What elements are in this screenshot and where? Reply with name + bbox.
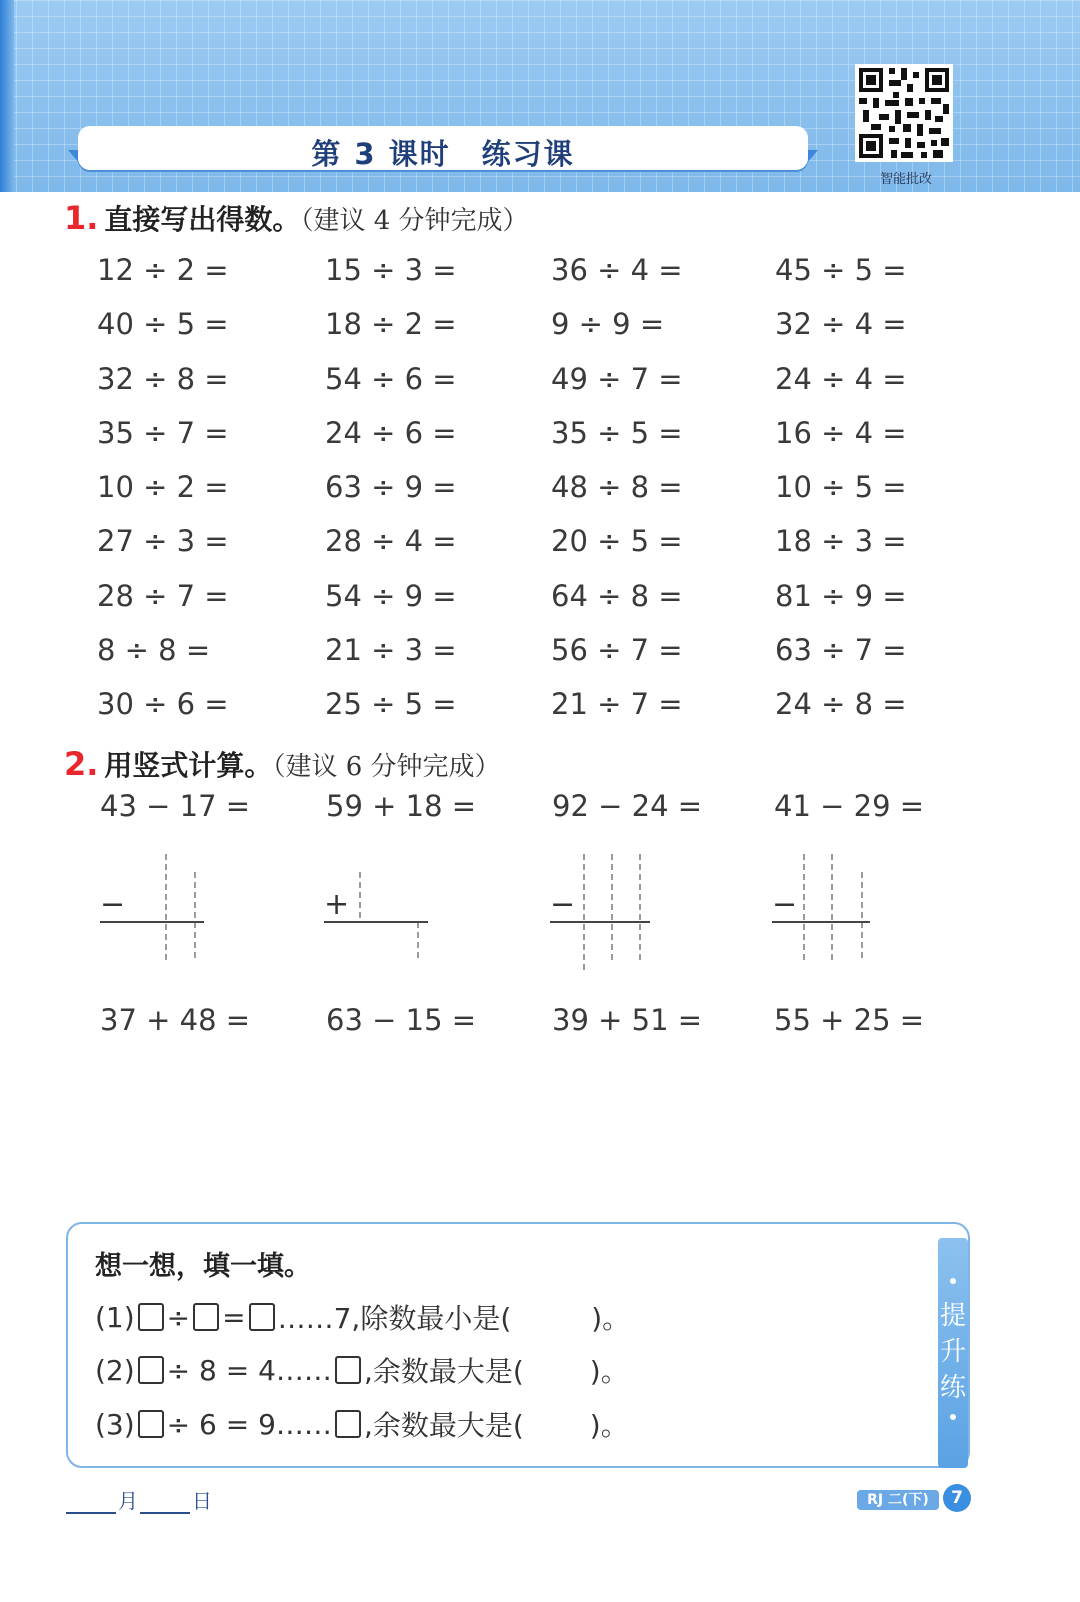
vertical-problem: 55 + 25 = (774, 1003, 925, 1037)
operator: ÷ (166, 1300, 191, 1334)
extension-side-label: 提升练 (939, 1301, 966, 1403)
extension-side-tab (938, 1238, 968, 1468)
header-edge (0, 0, 14, 192)
equation: 16 ÷ 4 = (775, 415, 907, 450)
extension-question-2 (95, 1350, 629, 1390)
question-prefix: (1) (95, 1300, 135, 1334)
question-prefix: (2) (95, 1353, 135, 1387)
equation: 27 ÷ 3 = (97, 524, 229, 559)
vertical-frame[interactable] (322, 852, 452, 972)
extension-question-1 (95, 1297, 630, 1337)
date-field (64, 1485, 212, 1514)
question-text: ,余数最大是( (363, 1355, 524, 1388)
equation: 24 ÷ 4 = (775, 361, 907, 396)
vertical-frame[interactable] (770, 852, 900, 972)
equation: 35 ÷ 5 = (551, 415, 683, 450)
vertical-problem: 63 − 15 = (326, 1003, 477, 1037)
section2-title: 用竖式计算。 (104, 749, 273, 782)
vertical-problem: 92 − 24 = (552, 789, 703, 823)
equation: 20 ÷ 5 = (551, 524, 683, 559)
equation: 54 ÷ 6 = (325, 361, 457, 396)
vertical-frame-lines (548, 852, 678, 972)
answer-box[interactable] (138, 1303, 164, 1331)
answer-box[interactable] (138, 1410, 164, 1438)
section2-number: 2. (64, 745, 99, 783)
operator-sign: − (550, 887, 576, 922)
page-number: 7 (943, 1484, 971, 1512)
lesson-title: 第 3 课时 练习课 (311, 137, 575, 171)
section1-heading (64, 198, 529, 238)
equation: 25 ÷ 5 = (325, 687, 457, 722)
equation: 24 ÷ 8 = (775, 687, 907, 722)
equation: 36 ÷ 4 = (551, 253, 683, 287)
answer-box[interactable] (335, 1410, 361, 1438)
operator-sign: − (100, 887, 126, 922)
section2-row2 (100, 1000, 1000, 1040)
vertical-frame[interactable] (548, 852, 678, 972)
lesson-title-bar (78, 126, 808, 170)
question-text: ……7,除数最小是( (277, 1302, 512, 1335)
vertical-frame-lines (322, 852, 452, 972)
operator: = (222, 1300, 246, 1334)
equation: 32 ÷ 4 = (775, 307, 907, 342)
question-end: )。 (591, 1302, 631, 1335)
equation: 8 ÷ 8 = (97, 633, 211, 668)
vertical-problem: 41 − 29 = (774, 789, 925, 823)
qr-code[interactable] (855, 64, 953, 162)
equation: 28 ÷ 7 = (97, 578, 229, 613)
equation: 64 ÷ 8 = (551, 578, 683, 613)
section2-row1 (100, 786, 1000, 826)
month-blank[interactable] (66, 1492, 116, 1514)
section1-title: 直接写出得数。 (104, 203, 301, 236)
operator-sign: + (324, 887, 350, 922)
section2-heading (64, 744, 501, 784)
month-label: 月 (118, 1489, 138, 1513)
question-text: ,余数最大是( (363, 1409, 524, 1442)
qr-label: 智能批改 (879, 172, 932, 187)
day-label: 日 (192, 1489, 212, 1513)
equation: 24 ÷ 6 = (325, 415, 457, 450)
answer-box[interactable] (193, 1303, 219, 1331)
equation: 18 ÷ 3 = (775, 524, 907, 559)
answer-box[interactable] (335, 1356, 361, 1384)
section1-equation-grid (97, 250, 997, 739)
vertical-frame[interactable] (98, 852, 228, 972)
operator-sign: − (772, 887, 798, 922)
equation: 49 ÷ 7 = (551, 361, 683, 396)
equation: 21 ÷ 3 = (325, 633, 457, 668)
dot-icon (950, 1278, 956, 1284)
vertical-problem: 43 − 17 = (100, 789, 251, 823)
equation: 40 ÷ 5 = (97, 307, 229, 342)
vertical-frame-lines (770, 852, 900, 972)
equation: 12 ÷ 2 = (97, 253, 229, 287)
equation: 63 ÷ 9 = (325, 470, 457, 505)
answer-box[interactable] (138, 1356, 164, 1384)
equation: 45 ÷ 5 = (775, 253, 907, 287)
extension-question-3 (95, 1404, 629, 1444)
equation: 21 ÷ 7 = (551, 687, 683, 722)
question-end: )。 (589, 1355, 629, 1388)
day-blank[interactable] (140, 1492, 190, 1514)
equation: 30 ÷ 6 = (97, 687, 229, 722)
equation: 35 ÷ 7 = (97, 415, 229, 450)
grade-badge: RJ 二(下) (857, 1490, 939, 1510)
answer-box[interactable] (249, 1303, 275, 1331)
section1-hint: （建议 4 分钟完成） (300, 206, 529, 236)
equation: 54 ÷ 9 = (325, 578, 457, 613)
vertical-problem: 37 + 48 = (100, 1003, 251, 1037)
equation: 9 ÷ 9 = (551, 307, 665, 342)
vertical-problem: 59 + 18 = (326, 789, 477, 823)
equation: 32 ÷ 8 = (97, 361, 229, 396)
vertical-frame-lines (98, 852, 228, 972)
equation: 10 ÷ 5 = (775, 470, 907, 505)
equation: 48 ÷ 8 = (551, 470, 683, 505)
question-text: ÷ 6 = 9…… (166, 1407, 332, 1441)
equation: 63 ÷ 7 = (775, 633, 907, 668)
equation: 15 ÷ 3 = (325, 253, 457, 287)
extension-title: 想一想，填一填。 (95, 1251, 311, 1282)
question-end: )。 (589, 1409, 629, 1442)
vertical-problem: 39 + 51 = (552, 1003, 703, 1037)
dot-icon (950, 1414, 956, 1420)
equation: 81 ÷ 9 = (775, 578, 907, 613)
qr-code-icon (855, 64, 953, 162)
question-text: ÷ 8 = 4…… (166, 1353, 332, 1387)
equation: 28 ÷ 4 = (325, 524, 457, 559)
equation: 10 ÷ 2 = (97, 470, 229, 505)
section1-number: 1. (64, 199, 99, 237)
question-prefix: (3) (95, 1407, 135, 1441)
section2-hint: （建议 6 分钟完成） (272, 752, 501, 782)
equation: 18 ÷ 2 = (325, 307, 457, 342)
equation: 56 ÷ 7 = (551, 633, 683, 668)
